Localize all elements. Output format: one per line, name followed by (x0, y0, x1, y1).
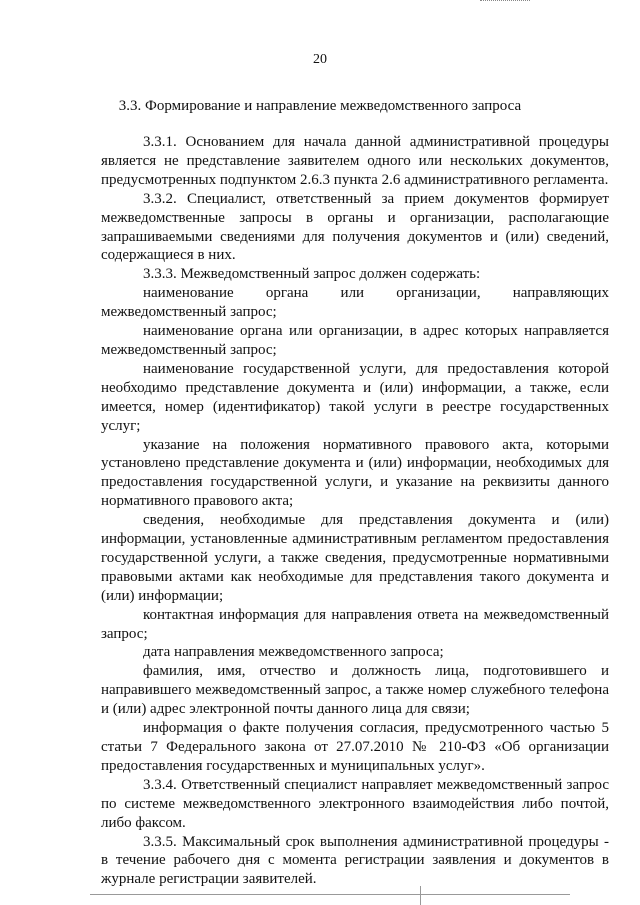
paragraph: 3.3.1. Основанием для начала данной административной процедуры является не представление заявителем одного или нескольких документов, предусмотренных подпунктом 2.6.3 пункта 2.6 административного регламента. (101, 134, 609, 188)
list-item: информация о факте получения согласия, предусмотренного частью 5 статьи 7 Федерального закона от 27.07.2010 № 210-ФЗ «Об организации предоставления государственных и муниципальных услуг». (101, 720, 609, 774)
list-item: указание на положения нормативного правового акта, которыми установлено представление документа и (или) информации, необходимых для предоставления государственной услуги, и указание на реквизиты данного нормативного правового акта; (101, 436, 609, 510)
list-item: наименование органа или организации, направляющих межведомственный запрос; (101, 285, 609, 321)
paragraph: 3.3.4. Ответственный специалист направляет межведомственный запрос по системе межведомственного электронного взаимодействия либо почтой, либо факсом. (101, 776, 609, 831)
scan-artifact (480, 0, 530, 4)
scan-artifact (90, 894, 570, 895)
paragraph: 3.3.2. Специалист, ответственный за прием документов формирует межведомственные запросы в органы и организации, располагающие запрашиваемыми сведениями для получения документов и (или) сведений, содержащиеся в них. (101, 190, 609, 264)
section-heading: 3.3. Формирование и направление межведомственного запроса (118, 98, 522, 114)
list-item: сведения, необходимые для представления документа и (или) информации, установленные административным регламентом предоставления государственной услуги, а также сведения, предусмотренные нормативными правовыми актами как необходимые для представления такого документа и (или) информации; (101, 512, 609, 604)
paragraph: 3.3.5. Максимальный срок выполнения административной процедуры - в течение рабочего дня с момента регистрации заявления и документов в журнале регистрации заявителей. (101, 833, 609, 888)
list-item: контактная информация для направления ответа на межведомственный запрос; (101, 606, 609, 642)
list-item: наименование государственной услуги, для предоставления которой необходимо представление документа и (или) информации, а также, если имеется, номер (идентификатор) такой услуги в реестре государственных услуг; (101, 360, 609, 434)
list-item: дата направления межведомственного запроса; (143, 644, 444, 661)
paragraph: 3.3.3. Межведомственный запрос должен содержать: (143, 266, 481, 283)
list-item: наименование органа или организации, в адрес которых направляется межведомственный запрос; (101, 323, 609, 358)
list-item: фамилия, имя, отчество и должность лица, подготовившего и направившего межведомственный запрос, а также номер служебного телефона и (или) адрес электронной почты данного лица для связи; (101, 663, 609, 718)
page-number: 20 (313, 52, 327, 67)
document-body (101, 133, 609, 889)
scan-artifact (420, 886, 421, 905)
